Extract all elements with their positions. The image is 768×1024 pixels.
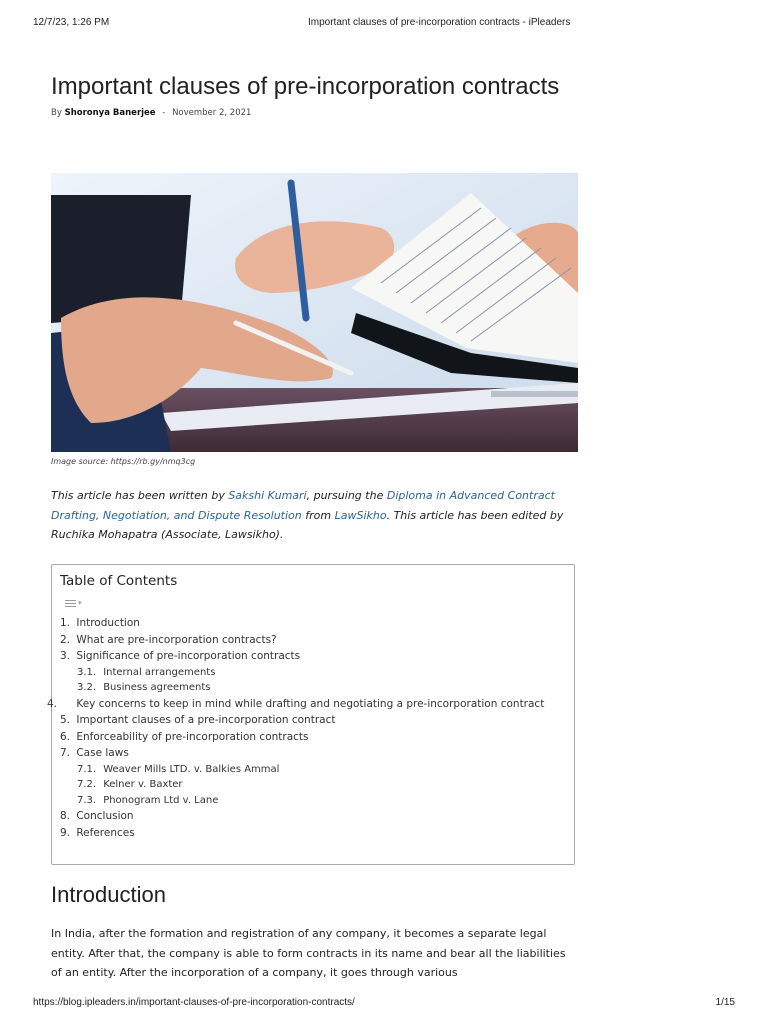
toc-item[interactable] xyxy=(60,793,560,809)
toc-list xyxy=(47,615,560,841)
toc-item-number: 8. xyxy=(60,810,71,822)
toc-item-link[interactable]: Weaver Mills LTD. v. Balkies Ammal xyxy=(103,763,280,775)
section-heading: Introduction xyxy=(51,882,166,907)
author-link[interactable]: Shoronya Banerjee xyxy=(64,108,156,118)
toc-item-link[interactable]: Significance of pre-incorporation contracts xyxy=(76,650,301,662)
toc-item-link[interactable]: Internal arrangements xyxy=(103,666,216,678)
toc-item[interactable] xyxy=(60,665,560,681)
toc-item-link[interactable]: Conclusion xyxy=(76,810,134,822)
toc-item-link[interactable]: Key concerns to keep in mind while drafting and negotiating a pre-incorporation contract xyxy=(76,697,545,710)
print-url: https://blog.ipleaders.in/important-clauses-of-pre-incorporation-contracts/ xyxy=(33,997,355,1008)
toc-item-number: 4. xyxy=(47,697,58,710)
toc-item[interactable] xyxy=(60,648,560,665)
toc-item-number: 7. xyxy=(60,747,71,759)
toc-item-number: 7.3. xyxy=(77,794,97,806)
chevron-down-icon: ▾ xyxy=(78,598,82,607)
publish-date: November 2, 2021 xyxy=(172,108,252,118)
print-footer xyxy=(0,997,768,1011)
toc-item-number: 7.1. xyxy=(77,763,97,775)
toc-item-link[interactable]: Kelner v. Baxter xyxy=(103,779,183,790)
toc-item-number: 2. xyxy=(60,633,71,646)
image-caption: Image source: https://rb.gy/nmq3cg xyxy=(51,457,196,466)
toc-item[interactable] xyxy=(60,745,560,762)
toc-item-number: 3. xyxy=(60,650,71,662)
toc-item-link[interactable]: Business agreements xyxy=(103,682,211,693)
toc-item[interactable] xyxy=(60,615,560,632)
toc-item-number: 1. xyxy=(60,617,71,629)
toc-item-number: 3.2. xyxy=(77,682,97,693)
toc-toggle-button[interactable] xyxy=(65,597,82,609)
toc-item-link[interactable]: Important clauses of a pre-incorporation contract xyxy=(76,714,336,726)
attribution-text: . This article has been edited by Ruchika Mohapatra (Associate, Lawsikho). xyxy=(51,508,564,541)
toc-item[interactable] xyxy=(60,729,560,746)
attribution-paragraph xyxy=(51,486,578,545)
section-paragraph: In India, after the formation and registration of any company, it becomes a separate legal entity. After that, the company is able to form contracts in its name and bear all the liabilities of an entity. After the incorporation of a company, it goes through various xyxy=(51,927,566,979)
attribution-text: , pursuing the xyxy=(306,489,387,502)
toc-item[interactable] xyxy=(60,680,560,696)
toc-item[interactable] xyxy=(60,777,560,793)
toc-item-number: 6. xyxy=(60,730,71,743)
toc-title: Table of Contents xyxy=(60,573,178,589)
toc-item-number: 5. xyxy=(60,714,71,726)
toc-item[interactable] xyxy=(60,762,560,778)
byline-separator: - xyxy=(162,108,166,118)
article-title: Important clauses of pre-incorporation contracts xyxy=(51,73,560,100)
toc-item[interactable] xyxy=(60,632,560,649)
toc-item-number: 9. xyxy=(60,826,71,839)
toc-item-link[interactable]: What are pre-incorporation contracts? xyxy=(76,633,277,646)
hero-image xyxy=(51,173,578,452)
print-page-title: Important clauses of pre-incorporation contracts - iPleaders xyxy=(308,17,571,28)
writer-link[interactable]: Sakshi Kumari xyxy=(228,489,307,502)
toc-item-link[interactable]: References xyxy=(76,826,135,839)
article-header xyxy=(51,74,578,122)
print-header xyxy=(0,17,768,31)
toc-item-number: 7.2. xyxy=(77,779,97,790)
course-link[interactable]: Diploma in Advanced Contract Drafting, Negotiation, and Dispute Resolution xyxy=(51,489,555,522)
toc-item-link[interactable]: Enforceability of pre-incorporation contracts xyxy=(76,730,309,743)
attribution-text: from xyxy=(301,508,335,522)
toc-item-number: 3.1. xyxy=(77,666,97,678)
lawsikho-link[interactable]: LawSikho xyxy=(334,508,387,522)
toc-item[interactable] xyxy=(60,712,560,729)
table-of-contents xyxy=(47,564,575,865)
list-icon xyxy=(65,598,76,609)
toc-item-link[interactable]: Phonogram Ltd v. Lane xyxy=(103,794,219,806)
toc-item[interactable] xyxy=(60,825,560,842)
toc-item[interactable] xyxy=(47,696,560,713)
byline-prefix: By xyxy=(51,108,62,118)
byline xyxy=(51,108,578,122)
page-number: 1/15 xyxy=(715,997,735,1008)
toc-item[interactable] xyxy=(60,808,560,825)
attribution-text: This article has been written by xyxy=(51,489,229,502)
print-datetime: 12/7/23, 1:26 PM xyxy=(33,17,110,28)
toc-item-link[interactable]: Case laws xyxy=(76,747,129,759)
toc-item-link[interactable]: Introduction xyxy=(76,617,140,629)
